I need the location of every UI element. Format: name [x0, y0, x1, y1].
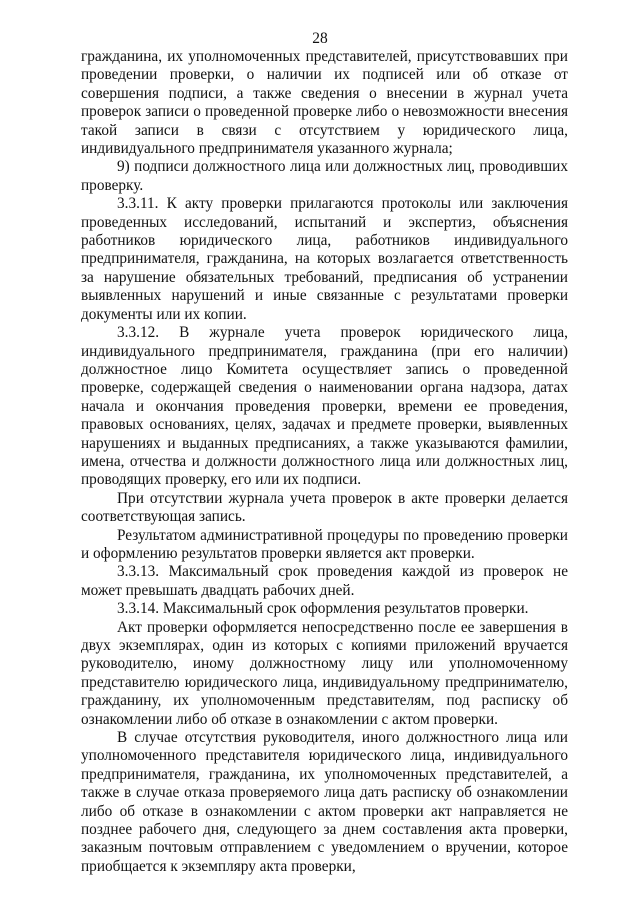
paragraph: При отсутствии журнала учета проверок в акте проверки делается соответствующая запись.	[81, 489, 568, 526]
document-body	[81, 48, 568, 876]
paragraph: Акт проверки оформляется непосредственно после ее завершения в двух экземплярах, один из которых с копиями приложений вручается руководителю, иному должностному лицу или уполномоченному представителю юридического лица, индивидуальному предпринимателю, гражданину, их уполномоченным представителям, под расписку об ознакомлении либо об отказе в ознакомлении с актом проверки.	[81, 618, 568, 728]
paragraph: 3.3.12. В журнале учета проверок юридического лица, индивидуального предпринимателя, гражданина (при его наличии) должностное лицо Комитета осуществляет запись о проведенной проверке, содержащей сведения о наименовании органа надзора, датах начала и окончания проведения проверки, времени ее проведения, правовых основаниях, целях, задачах и предмете проверки, выявленных нарушениях и выданных предписаниях, а также указываются фамилии, имена, отчества и должности должностного лица или должностных лиц, проводящих проверку, его или их подписи.	[81, 324, 568, 489]
paragraph: гражданина, их уполномоченных представителей, присутствовавших при проведении проверки, о наличии их подписей или об отказе от совершения подписи, а также сведения о внесении в журнал учета проверок записи о проведенной проверке либо о невозможности внесения такой записи в связи с отсутствием у юридического лица, индивидуального предпринимателя указанного журнала;	[81, 48, 568, 158]
page-number: 28	[312, 30, 328, 47]
paragraph: 3.3.13. Максимальный срок проведения каждой из проверок не может превышать двадцать рабочих дней.	[81, 563, 568, 599]
paragraph: Результатом административной процедуры по проведению проверки и оформлению результатов проверки является акт проверки.	[81, 526, 568, 562]
paragraph: 3.3.14. Максимальный срок оформления результатов проверки.	[117, 600, 529, 618]
paragraph: 3.3.11. К акту проверки прилагаются протоколы или заключения проведенных исследований, испытаний и экспертиз, объяснения работников юридического лица, работников индивидуального предпринимателя, гражданина, на которых возлагается ответственность за нарушение обязательных требований, предписания об устранении выявленных нарушений и иные связанные с результатами проверки документы или их копии.	[81, 195, 568, 323]
paragraph: 9) подписи должностного лица или должностных лиц, проводивших проверку.	[81, 158, 568, 194]
paragraph: В случае отсутствия руководителя, иного должностного лица или уполномоченного представителя юридического лица, индивидуального предпринимателя, гражданина, их уполномоченных представителей, а также в случае отказа проверяемого лица дать расписку об ознакомлении либо об отказе в ознакомлении с актом проверки акт направляется не позднее рабочего дня, следующего за днем составления акта проверки, заказным почтовым отправлением с уведомлением о вручении, которое приобщается к экземпляру акта проверки,	[81, 729, 568, 875]
